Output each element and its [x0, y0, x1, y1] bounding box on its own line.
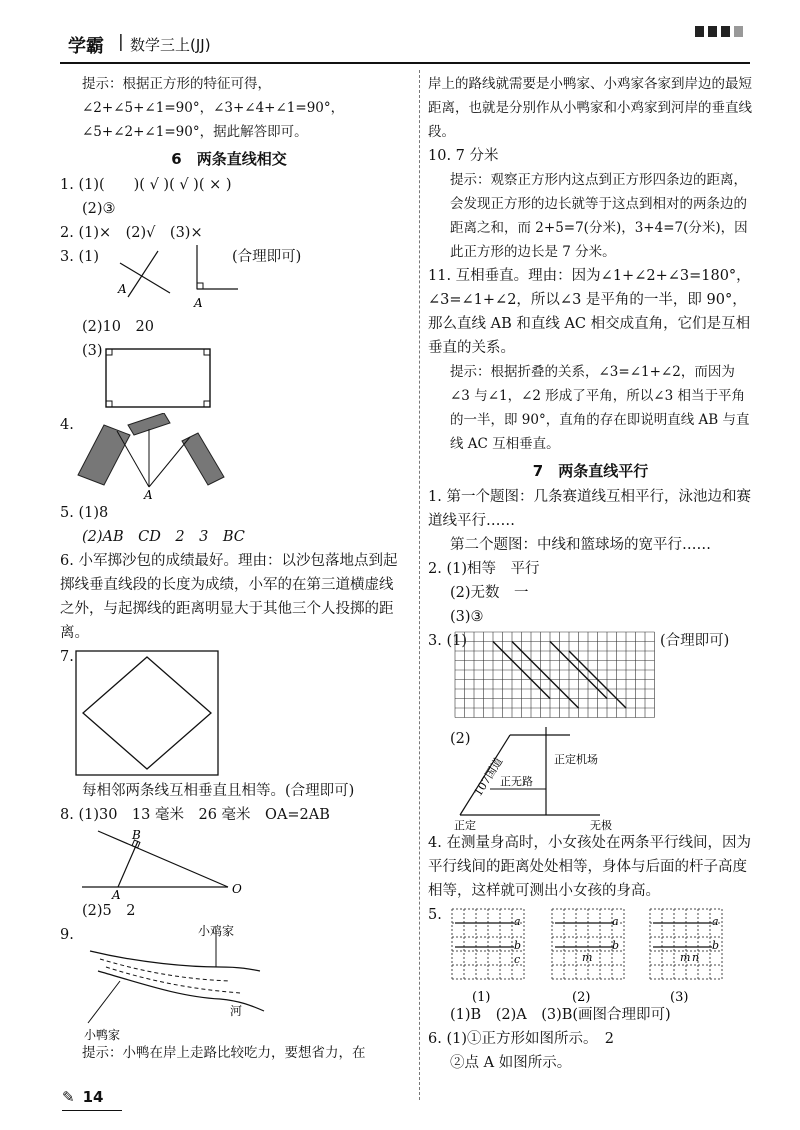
q3-note: (合理即可): [232, 249, 302, 265]
q3-part2: (2)10 20: [82, 319, 154, 335]
book-title: 数学三上(JJ): [130, 36, 211, 54]
s7-q1-line1: 1. 第一个题图：几条赛道线互相平行，泳池边和赛道线平行……: [428, 489, 751, 529]
rectangle-figure: [102, 345, 222, 411]
svg-text:a: a: [514, 915, 521, 928]
q3-part3-label: (3): [82, 343, 103, 359]
svg-text:b: b: [514, 939, 522, 952]
svg-text:A: A: [194, 296, 203, 310]
q10: 10. 7 分米: [428, 148, 499, 164]
tip-previous: 提示：根据正方形的特征可得，∠2+∠5+∠1=90°，∠3+∠4+∠1=90°，∠5+∠2+∠1=90°，据此解答即可。: [82, 76, 345, 140]
header-rule: [60, 62, 750, 64]
s7-q3-part2-row: [428, 727, 753, 831]
page-footer: [62, 1088, 103, 1106]
svg-text:b: b: [712, 939, 720, 952]
small-grids-figure: [448, 905, 738, 1003]
svg-text:小鸡家: 小鸡家: [198, 924, 235, 938]
svg-text:(2): (2): [572, 990, 591, 1003]
page-header: [60, 20, 750, 66]
q3-figure-row: [60, 245, 398, 315]
s7-q6-line1: 6. (1)①正方形如图所示。 2: [428, 1031, 614, 1047]
svg-text:b: b: [612, 939, 620, 952]
svg-text:(1): (1): [472, 990, 491, 1003]
s7-q2-line3: (3)③: [450, 609, 484, 625]
pencil-icon: ✎: [62, 1088, 75, 1106]
q5-line1: 5. (1)8: [60, 505, 109, 521]
page-number: 14: [82, 1088, 104, 1106]
brand-logo: 学霸: [68, 36, 104, 57]
section-6-title: 6 两条直线相交: [171, 150, 287, 168]
s7-q5-answer: (1)B (2)A (3)B(画图合理即可): [450, 1007, 671, 1023]
road-map-figure: [450, 727, 670, 831]
q8-line1: 8. (1)30 13 毫米 26 毫米 OA=2AB: [60, 807, 330, 823]
svg-text:n: n: [692, 951, 700, 964]
svg-text:c: c: [514, 953, 521, 966]
svg-text:(3): (3): [670, 990, 689, 1003]
svg-text:小鸭家: 小鸭家: [84, 1028, 121, 1041]
q9-row: [60, 923, 398, 1041]
column-divider: [419, 70, 420, 1100]
svg-text:A: A: [112, 888, 121, 899]
svg-text:正定机场: 正定机场: [554, 753, 598, 766]
header-square-icon: [695, 26, 704, 37]
tip11: 提示：根据折叠的关系，∠3=∠1+∠2，而因为∠3 与∠1，∠2 形成了平角，所以∠3 相当于平角的一半，即 90°，直角的存在即说明直线 AB 与直线 AC 互相垂直。: [450, 364, 750, 452]
q3-label: 3. (1): [60, 249, 99, 265]
right-column: [428, 72, 753, 1075]
svg-text:a: a: [712, 915, 719, 928]
svg-text:B: B: [132, 828, 141, 842]
grid-parallel-figure: [454, 631, 664, 725]
svg-text:正定: 正定: [454, 819, 476, 831]
svg-text:正无路: 正无路: [500, 775, 533, 788]
q7-note: 每相邻两条线互相垂直且相等。(合理即可): [82, 783, 355, 799]
q8-figure: [78, 827, 258, 899]
s7-q6-line2: ②点 A 如图所示。: [450, 1055, 572, 1071]
svg-text:m: m: [680, 951, 691, 964]
svg-text:A: A: [118, 282, 127, 296]
q6: 6. 小军掷沙包的成绩最好。理由：以沙包落地点到起掷线垂直线段的长度为成绩，小军的在第三道横虚线之外，与起掷线的距离明显大于其他三个人投掷的距离。: [60, 553, 398, 641]
q4-figure: [74, 413, 234, 501]
q5-line2: (2)AB CD 2 3 BC: [82, 529, 245, 545]
svg-text:a: a: [612, 915, 619, 928]
footer-rule: [62, 1110, 122, 1111]
q8-line2: (2)5 2: [82, 903, 136, 919]
s7-q5-label: 5.: [428, 907, 442, 923]
svg-text:m: m: [582, 951, 593, 964]
q7-row: [60, 645, 398, 779]
svg-text:O: O: [232, 882, 242, 896]
parallel-line: [512, 642, 579, 709]
s7-q1-line2: 第二个题图：中线和篮球场的宽平行……: [450, 537, 711, 553]
s7-q3-row: [428, 629, 753, 727]
q3-perpendicular-figure: [100, 245, 260, 315]
q1-line2: (2)③: [82, 201, 116, 217]
header-square-icon: [708, 26, 717, 37]
svg-text:无极: 无极: [590, 819, 612, 831]
q4-row: [60, 413, 398, 501]
s7-q4: 4. 在测量身高时，小女孩处在两条平行线间，因为平行线间的距离处处相等，身体与后面的杆子高度相等，这样就可测出小女孩的身高。: [428, 835, 751, 899]
tip10: 提示：观察正方形内这点到正方形四条边的距离，会发现正方形的边长就等于这点到相对的两条边的距离之和，而 2+5=7(分米)，3+4=7(分米)，因此正方形的边长是 7 分米。: [450, 172, 748, 260]
header-separator: |: [118, 32, 124, 52]
q7-square-figure: [74, 649, 224, 779]
svg-text:107国道: 107国道: [471, 755, 506, 799]
q9-river-figure: [80, 923, 280, 1041]
s7-q3-part2-label: (2): [450, 731, 471, 747]
q7-label: 7.: [60, 649, 74, 665]
q11: 11. 互相垂直。理由：因为∠1+∠2+∠3=180°，∠3=∠1+∠2，所以∠3 是平角的一半，即 90°，那么直线 AB 和直线 AC 相交成直角，它们是互相垂直的关系。: [428, 268, 751, 356]
svg-text:河: 河: [230, 1004, 243, 1018]
q1-line1: 1. (1)( )( √ )( √ )( × ): [60, 177, 232, 193]
header-square-icon: [734, 26, 743, 37]
header-square-icon: [721, 26, 730, 37]
tip9-start: 提示：小鸭在岸上走路比较吃力，要想省力，在: [82, 1045, 366, 1061]
s7-q3-label: 3. (1): [428, 633, 467, 649]
tip9-continued: 岸上的路线就需要是小鸭家、小鸡家各家到岸边的最短距离，也就是分别作从小鸭家和小鸡家到河岸的垂直线段。: [428, 76, 752, 140]
svg-text:A: A: [144, 488, 153, 501]
q9-label: 9.: [60, 927, 74, 943]
s7-q5-row: [428, 903, 753, 1003]
q2: 2. (1)× (2)√ (3)×: [60, 225, 203, 241]
s7-q2-line2: (2)无数 一: [450, 585, 529, 601]
section-7-title: 7 两条直线平行: [532, 462, 649, 480]
s7-q2-line1: 2. (1)相等 平行: [428, 561, 540, 577]
q4-label: 4.: [60, 417, 74, 433]
s7-q3-note: (合理即可): [660, 633, 730, 649]
q3-part3-row: [60, 339, 398, 413]
left-column: [60, 72, 398, 1065]
